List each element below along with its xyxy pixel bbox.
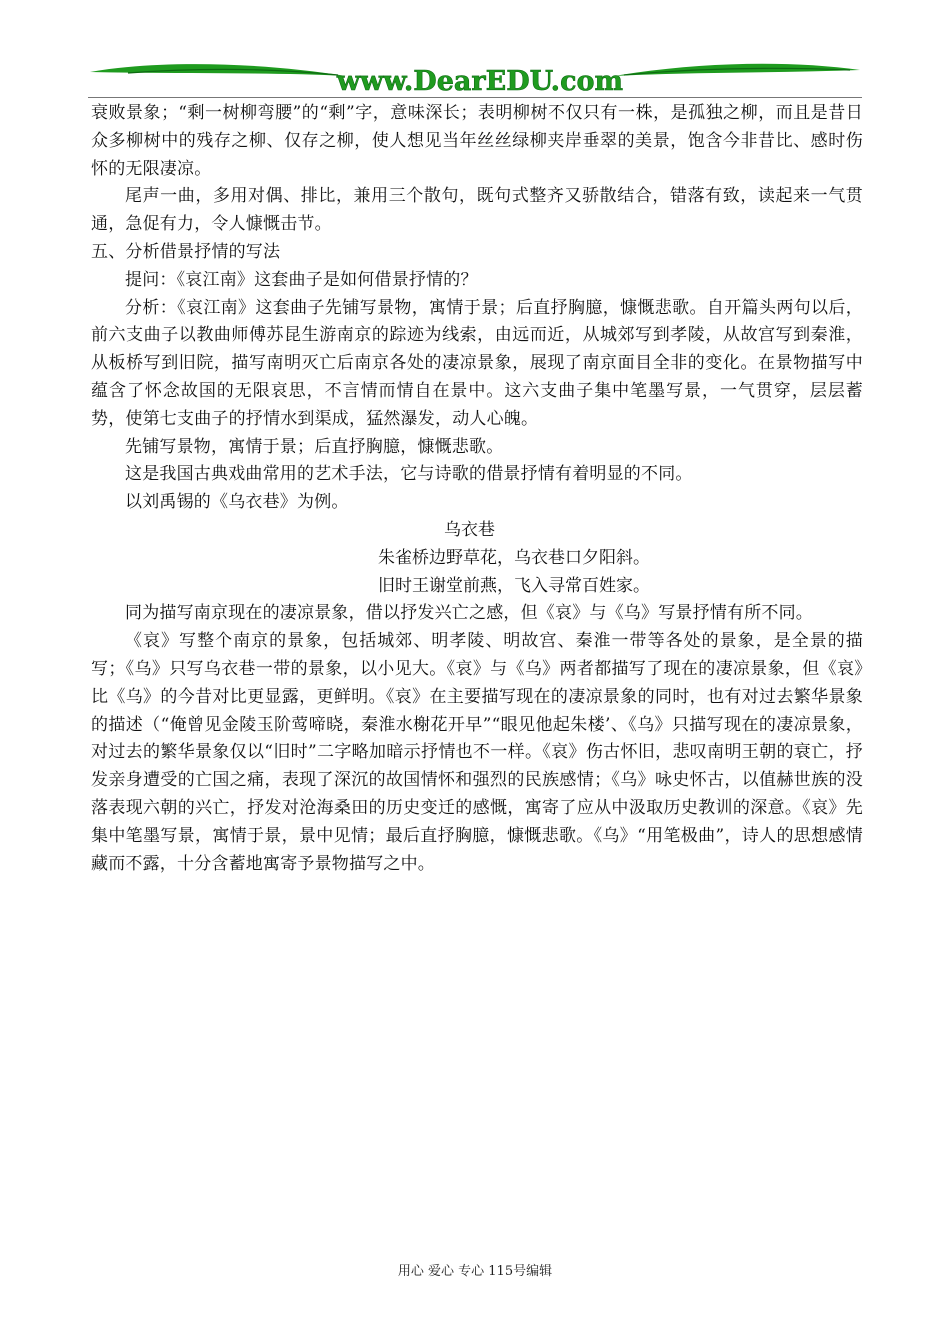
example-paragraph: 以刘禹锡的《乌衣巷》为例。 [125, 492, 349, 513]
comparison-paragraph: 同为描写南京现在的凄凉景象，借以抒发兴亡之感，但《哀》与《乌》写景抒情有所不同。 [125, 603, 813, 624]
left-leaf-icon [90, 64, 346, 76]
section-heading-5: 五、分析借景抒情的写法 [91, 241, 281, 262]
site-header-banner [88, 58, 862, 98]
poem-line-2: 旧时王谢堂前燕，飞入寻常百姓家。 [378, 575, 650, 596]
detailed-comparison-paragraph: 《哀》写整个南京的景象，包括城郊、明孝陵、明故宫、秦淮一带等各处的景象，是全景的描写；《乌》只写乌衣巷一带的景象，以小见大。《哀》与《乌》两者都描写了现在的凄凉景象，但《哀》比《乌》的今昔对比更显露，更鲜明。《哀》在主要描写现在的凄凉景象的同时，也有对过去繁华景象的描述（“俺曾见金陵玉阶莺啼晓，秦淮水榭花开早”“眼见他起朱楼’、《乌》只描写现在的凄凉景象，对过去的繁华景象仅以“旧时”二字略加暗示抒情也不一样。《哀》伤古怀旧，悲叹南明王朝的衰亡，抒发亲身遭受的亡国之痛，表现了深沉的故国情怀和强烈的民族感情；《乌》咏史怀古，以值赫世族的没落表现六朝的兴亡，抒发对沧海桑田的历史变迁的感慨，寓寄了应从中汲取历史教训的深意。《哀》先集中笔墨写景，寓情于景，景中见情；最后直抒胸臆，慷慨悲歌。《乌》“用笔极曲”，诗人的思想感情藏而不露，十分含蓄地寓寄予景物描写之中。 [91, 631, 863, 874]
poem-title: 乌衣巷 [444, 519, 495, 540]
header-divider [88, 97, 862, 98]
right-leaf-icon [614, 64, 860, 76]
leaf-banner-graphic [88, 58, 862, 98]
technique-paragraph: 这是我国古典戏曲常用的艺术手法，它与诗歌的借景抒情有着明显的不同。 [125, 464, 693, 485]
site-logo-text: www.DearEDU.com [336, 66, 624, 97]
question-paragraph: 提问：《哀江南》这套曲子是如何借景抒情的？ [125, 269, 478, 290]
poem-line-1: 朱雀桥边野草花，乌衣巷口夕阳斜。 [378, 547, 650, 568]
paragraph-coda: 尾声一曲，多用对偶、排比，兼用三个散句，既句式整齐又骄散结合，错落有致，读起来一气贯通，急促有力，令人慷慨击节。 [91, 186, 863, 235]
analysis-paragraph: 分析：《哀江南》这套曲子先铺写景物，寓情于景；后直抒胸臆，慷慨悲歌。自开篇头两句以后，前六支曲子以教曲师傅苏昆生游南京的踪迹为线索，由远而近，从城郊写到孝陵，从故宫写到秦淮，从板桥写到旧院，描写南明灭亡后南京各处的凄凉景象，展现了南京面目全非的变化。在景物描写中蕴含了怀念故国的无限哀思，不言情而情自在景中。这六支曲子集中笔墨写景，一气贯穿，层层蓄势，使第七支曲子的抒情水到渠成，猛然瀑发，动人心魄。 [91, 297, 863, 429]
page-footer: 用心 爱心 专心 115号编辑 [397, 1264, 553, 1279]
paragraph-willow: 衰败景象；“剩一树柳弯腰”的“剩”字，意味深长；表明柳树不仅只有一株，是孤独之柳，而且是昔日众多柳树中的残存之柳、仅存之柳，使人想见当年丝丝绿柳夹岸垂翠的美景，饱含今非昔比、感时伤怀的无限凄凉。 [91, 103, 863, 179]
summary-paragraph: 先铺写景物，寓情于景；后直抒胸臆，慷慨悲歌。 [125, 436, 504, 457]
document-body [91, 100, 863, 878]
